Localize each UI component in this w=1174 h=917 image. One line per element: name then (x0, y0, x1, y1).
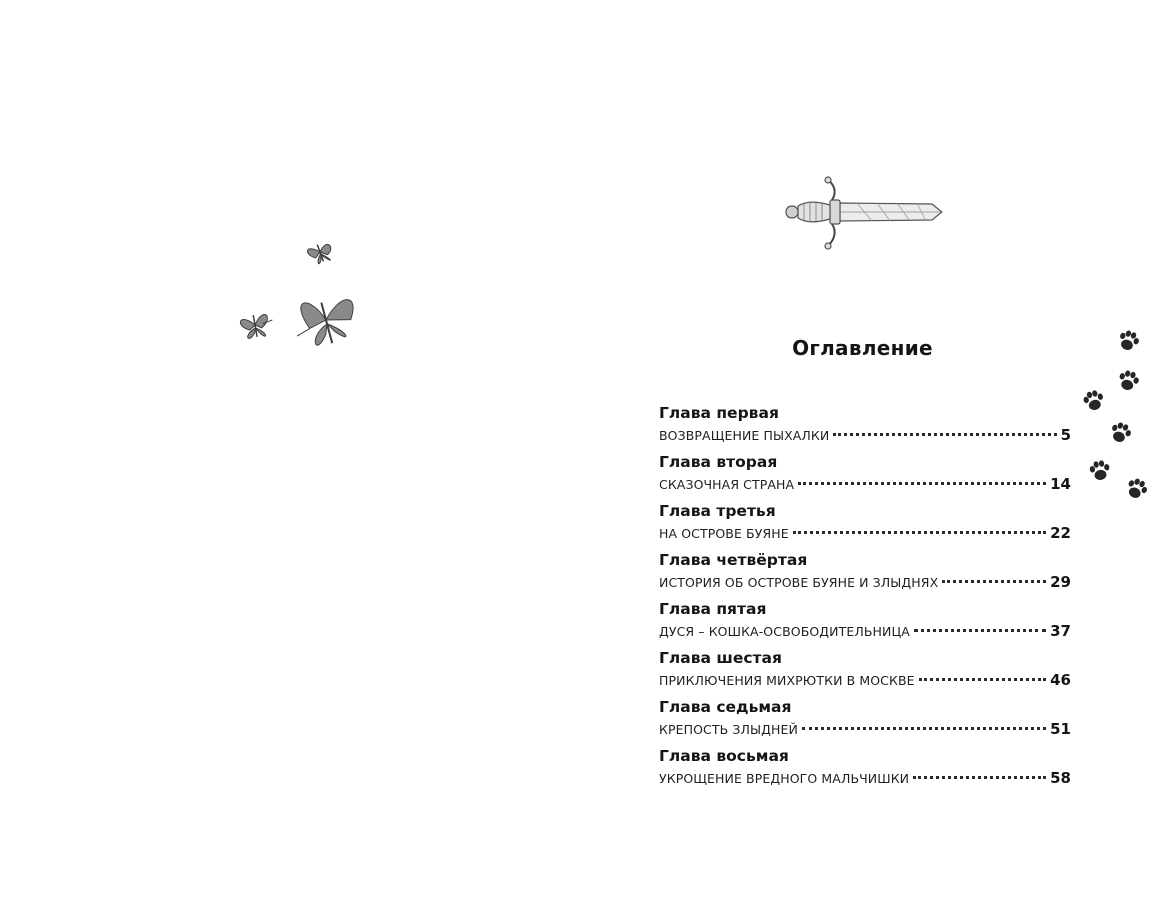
toc-entry[interactable] (659, 647, 1071, 696)
chapter-title: ДУСЯ – КОШКА-ОСВОБОДИТЕЛЬНИЦА (659, 624, 910, 639)
toc-entry[interactable] (659, 696, 1071, 745)
dot-leader (798, 482, 1046, 485)
paw-print-icon (1124, 476, 1150, 502)
page-number: 29 (1050, 573, 1071, 591)
toc-title: Оглавление (792, 336, 933, 360)
paw-print-icon (1117, 369, 1141, 393)
chapter-title: НА ОСТРОВЕ БУЯНЕ (659, 526, 789, 541)
page-number: 51 (1050, 720, 1071, 738)
toc-entry[interactable] (659, 500, 1071, 549)
page-number: 14 (1050, 475, 1071, 493)
toc-line (659, 767, 1071, 789)
dot-leader (942, 580, 1046, 583)
sword-illustration (782, 170, 947, 254)
paw-prints-illustration (1078, 326, 1158, 508)
chapter-heading: Глава первая (659, 404, 779, 422)
dot-leader (833, 433, 1056, 436)
paw-print-icon (1108, 420, 1133, 445)
toc-line (659, 473, 1071, 495)
page-number: 5 (1060, 426, 1071, 444)
toc-line (659, 669, 1071, 691)
page-number: 46 (1050, 671, 1071, 689)
butterfly-left-icon (240, 312, 275, 340)
paw-print-icon (1082, 389, 1106, 413)
toc-list (659, 402, 1071, 794)
dot-leader (793, 531, 1046, 534)
toc-entry[interactable] (659, 451, 1071, 500)
page-number: 58 (1050, 769, 1071, 787)
toc-entry[interactable] (659, 598, 1071, 647)
chapter-title: УКРОЩЕНИЕ ВРЕДНОГО МАЛЬЧИШКИ (659, 771, 910, 786)
paw-print-icon (1116, 328, 1141, 353)
dot-leader (802, 727, 1046, 730)
chapter-title: ВОЗВРАЩЕНИЕ ПЫХАЛКИ (659, 428, 830, 443)
paw-print-icon (1089, 459, 1112, 481)
toc-entry[interactable] (659, 745, 1071, 794)
butterfly-large-icon (289, 291, 361, 351)
toc-line (659, 718, 1071, 740)
chapter-title: ИСТОРИЯ ОБ ОСТРОВЕ БУЯНЕ И ЗЛЫДНЯХ (659, 575, 939, 590)
chapter-heading: Глава седьмая (659, 698, 792, 716)
chapter-heading: Глава третья (659, 502, 776, 520)
chapter-heading: Глава шестая (659, 649, 782, 667)
butterflies-illustration (228, 228, 368, 363)
toc-line (659, 571, 1071, 593)
chapter-heading: Глава пятая (659, 600, 767, 618)
chapter-heading: Глава вторая (659, 453, 778, 471)
dot-leader (914, 629, 1046, 632)
chapter-heading: Глава четвёртая (659, 551, 808, 569)
chapter-title: ПРИКЛЮЧЕНИЯ МИХРЮТКИ В МОСКВЕ (659, 673, 915, 688)
toc-entry[interactable] (659, 402, 1071, 451)
chapter-title: СКАЗОЧНАЯ СТРАНА (659, 477, 795, 492)
chapter-title: КРЕПОСТЬ ЗЛЫДНЕЙ (659, 722, 798, 737)
chapter-heading: Глава восьмая (659, 747, 789, 765)
toc-line (659, 424, 1071, 446)
toc-line (659, 620, 1071, 642)
dot-leader (919, 678, 1046, 681)
page-number: 22 (1050, 524, 1071, 542)
toc-line (659, 522, 1071, 544)
butterfly-small-icon (306, 240, 335, 266)
page-number: 37 (1050, 622, 1071, 640)
toc-entry[interactable] (659, 549, 1071, 598)
dot-leader (913, 776, 1046, 779)
